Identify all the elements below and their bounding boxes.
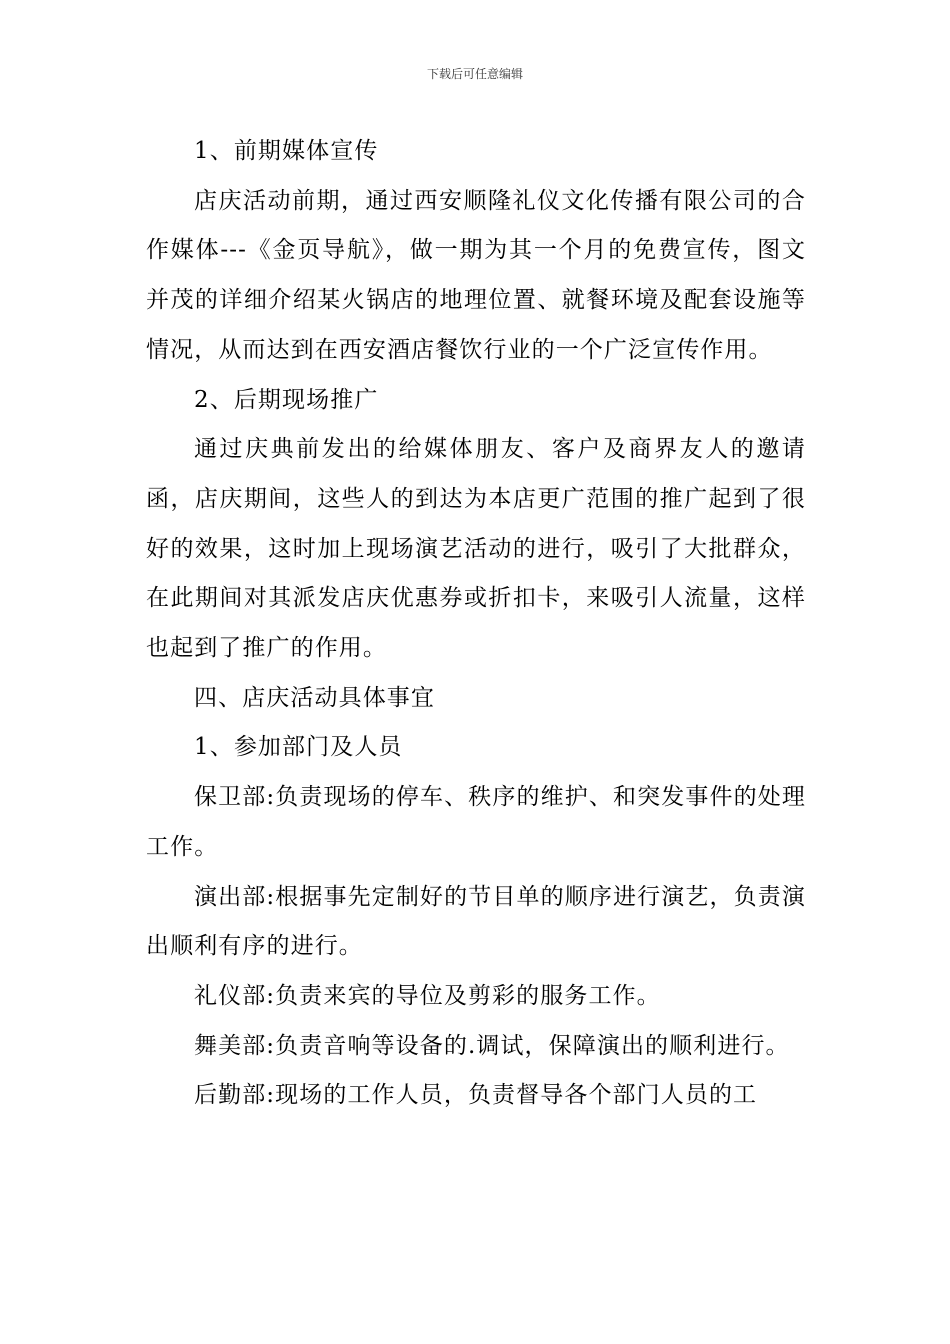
heading-departments-personnel: 1、参加部门及人员 [194, 734, 403, 761]
paragraph-stage-art-dept: 舞美部:负责音响等设备的.调试，保障演出的顺利进行。 [194, 1032, 790, 1059]
paragraph-onsite-promotion: 通过庆典前发出的给媒体朋友、客户及商界友人的邀请函，店庆期间，这些人的到达为本店更广范围的推广起到了很好的效果，这时加上现场演艺活动的进行，吸引了大批群众，在此期间对其派发店庆优惠券或折扣卡，来吸引人流量，这样也起到了推广的作用。 [146, 436, 806, 662]
section-heading-event-details: 四、店庆活动具体事宜 [194, 684, 435, 711]
heading-onsite-promotion: 2、后期现场推广 [194, 386, 379, 413]
paragraph-performance-dept: 演出部:根据事先定制好的节目单的顺序进行演艺，负责演出顺利有序的进行。 [146, 883, 806, 960]
document-body [146, 127, 806, 1121]
paragraph-pre-media-promotion: 店庆活动前期，通过西安顺隆礼仪文化传播有限公司的合作媒体---《金页导航》，做一期为其一个月的免费宣传，图文并茂的详细介绍某火锅店的地理位置、就餐环境及配套设施等情况，从而达到在西安酒店餐饮行业的一个广泛宣传作用。 [146, 187, 806, 363]
paragraph-security-dept: 保卫部:负责现场的停车、秩序的维护、和突发事件的处理工作。 [146, 784, 806, 860]
paragraph-etiquette-dept: 礼仪部:负责来宾的导位及剪彩的服务工作。 [194, 982, 661, 1009]
heading-pre-media-promotion: 1、前期媒体宣传 [194, 138, 379, 164]
paragraph-logistics-dept: 后勤部:现场的工作人员，负责督导各个部门人员的工 [194, 1082, 758, 1109]
page-header-note: 下载后可任意编辑 [426, 67, 523, 81]
